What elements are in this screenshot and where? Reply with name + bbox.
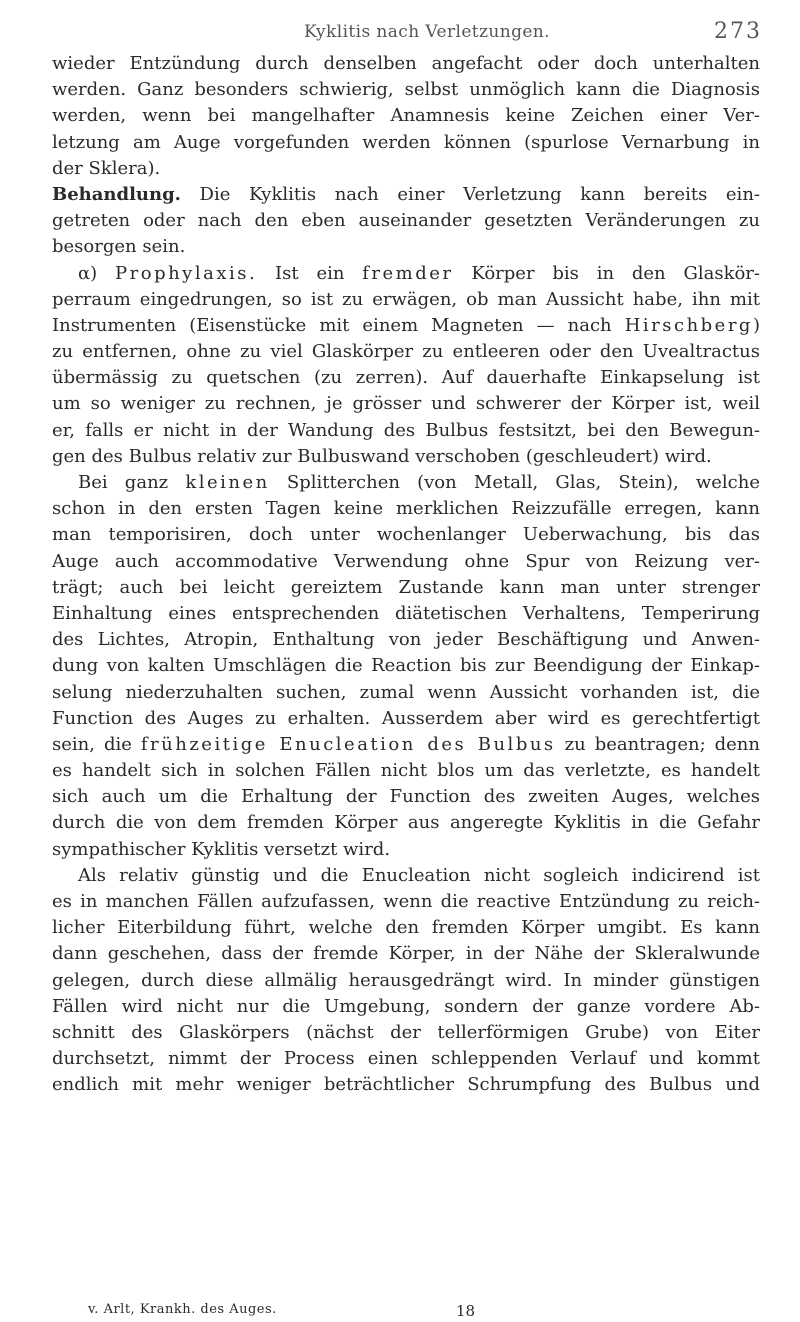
text-line: dung von kalten Umschlägen die Reaction bis zur Beendigung der Einkap- xyxy=(52,655,760,677)
text-line: gen des Bulbus relativ zur Bulbuswand verschoben (geschleudert) wird. xyxy=(52,445,712,467)
text-line: werden, wenn bei mangelhafter Anamnesis keine Zeichen einer Ver- xyxy=(52,105,760,127)
text-line: zu entfernen, ohne zu viel Glaskörper zu entleeren oder den Uvealtractus xyxy=(52,341,760,363)
text-line xyxy=(52,732,760,758)
signature-mark: v. Arlt, Krankh. des Auges. xyxy=(88,1302,277,1317)
text-line: endlich mit mehr weniger beträchtlicher Schrumpfung des Bulbus und xyxy=(52,1074,760,1096)
text-run: Körper bis in den Glaskör- xyxy=(453,262,760,284)
text-line: Auge auch accommodative Verwendung ohne Spur von Reizung ver- xyxy=(52,550,760,572)
text-line: sympathischer Kyklitis versetzt wird. xyxy=(52,838,391,860)
text-line: durch die von dem fremden Körper aus angeregte Kyklitis in die Gefahr xyxy=(52,812,760,834)
text-line: Fällen wird nicht nur die Umgebung, sondern der ganze vordere Ab- xyxy=(52,995,760,1017)
section-heading: Behandlung. xyxy=(52,183,181,205)
text-line xyxy=(52,182,760,208)
author-name: Hirschberg xyxy=(624,314,753,336)
text-line: besorgen sein. xyxy=(52,236,186,258)
spaced-term: fremder xyxy=(362,262,454,284)
text-line xyxy=(52,313,760,339)
text-line xyxy=(52,261,760,287)
text-line: werden. Ganz besonders schwierig, selbst unmöglich kann die Diagnosis xyxy=(52,79,760,101)
text-run: Splitterchen (von Metall, Glas, Stein), welche xyxy=(269,472,760,493)
page-footer xyxy=(88,1302,760,1322)
text-line: er, falls er nicht in der Wandung des Bulbus festsitzt, bei den Bewegun- xyxy=(52,419,760,441)
text-line: trägt; auch bei leicht gereiztem Zustande kann man unter strenger xyxy=(52,576,760,598)
text-run: Ist ein xyxy=(257,262,363,284)
sheet-number: 18 xyxy=(456,1302,476,1320)
text-run: Bei ganz xyxy=(78,472,186,493)
text-line: getreten oder nach den eben auseinander gesetzten Veränderungen zu xyxy=(52,210,760,232)
text-line: um so weniger zu rechnen, je grösser und schwerer der Körper ist, weil xyxy=(52,393,760,415)
text-run: zu beantragen; denn xyxy=(555,733,760,755)
text-line: man temporisiren, doch unter wochenlanger Ueberwachung, bis das xyxy=(52,524,760,546)
text-line: perraum eingedrungen, so ist zu erwägen, ob man Aussicht habe, ihn mit xyxy=(52,288,760,310)
text-line: durchsetzt, nimmt der Process einen schleppenden Verlauf und kommt xyxy=(52,1048,760,1070)
text-line: Function des Auges zu erhalten. Ausserdem aber wird es gerechtfertigt xyxy=(52,707,760,729)
running-title: Kyklitis nach Verletzungen. xyxy=(304,22,550,42)
text-run: ) xyxy=(752,314,760,336)
text-line: schnitt des Glaskörpers (nächst der tellerförmigen Grube) von Eiter xyxy=(52,1021,760,1043)
text-line xyxy=(52,470,760,496)
body-text xyxy=(52,51,760,1099)
spaced-term: Prophylaxis. xyxy=(115,262,258,284)
page-number: 273 xyxy=(714,19,762,44)
text-line: gelegen, durch diese allmälig herausgedrängt wird. In minder günstigen xyxy=(52,969,760,991)
spaced-term: frühzeitige Enucleation des Bulbus xyxy=(140,733,556,755)
list-marker: α) xyxy=(78,262,98,284)
text-run: Instrumenten (Eisenstücke mit einem Magneten — nach xyxy=(52,314,625,336)
text-line: der Sklera). xyxy=(52,157,161,179)
text-line: selung niederzuhalten suchen, zumal wenn Aussicht vorhanden ist, die xyxy=(52,681,760,703)
text-line: Einhaltung eines entsprechenden diätetischen Verhaltens, Temperirung xyxy=(52,602,760,624)
text-line: licher Eiterbildung führt, welche den fremden Körper umgibt. Es kann xyxy=(52,917,760,939)
text-line: Als relativ günstig und die Enucleation nicht sogleich indicirend ist xyxy=(78,864,760,886)
text-line: wieder Entzündung durch denselben angefacht oder doch unterhalten xyxy=(52,53,760,74)
text-line: des Lichtes, Atropin, Enthaltung von jeder Beschäftigung und Anwen- xyxy=(52,629,760,651)
page-header xyxy=(52,19,762,48)
text-line: übermässig zu quetschen (zu zerren). Auf dauerhafte Einkapselung ist xyxy=(52,367,760,389)
text-run: sein, die xyxy=(52,733,141,755)
text-line: sich auch um die Erhaltung der Function des zweiten Auges, welches xyxy=(52,786,760,808)
text-line: dann geschehen, dass der fremde Körper, in der Nähe der Skleralwunde xyxy=(52,943,760,965)
text-line: schon in den ersten Tagen keine merklichen Reizzufälle erregen, kann xyxy=(52,498,760,520)
text-run: Die Kyklitis nach einer Verletzung kann bereits ein- xyxy=(180,183,760,205)
text-line: es handelt sich in solchen Fällen nicht blos um das verletzte, es handelt xyxy=(52,760,760,782)
text-line: letzung am Auge vorgefunden werden können (spurlose Vernarbung in xyxy=(52,131,760,153)
text-line: es in manchen Fällen aufzufassen, wenn die reactive Entzündung zu reich- xyxy=(52,891,760,912)
spaced-term: kleinen xyxy=(185,472,270,493)
